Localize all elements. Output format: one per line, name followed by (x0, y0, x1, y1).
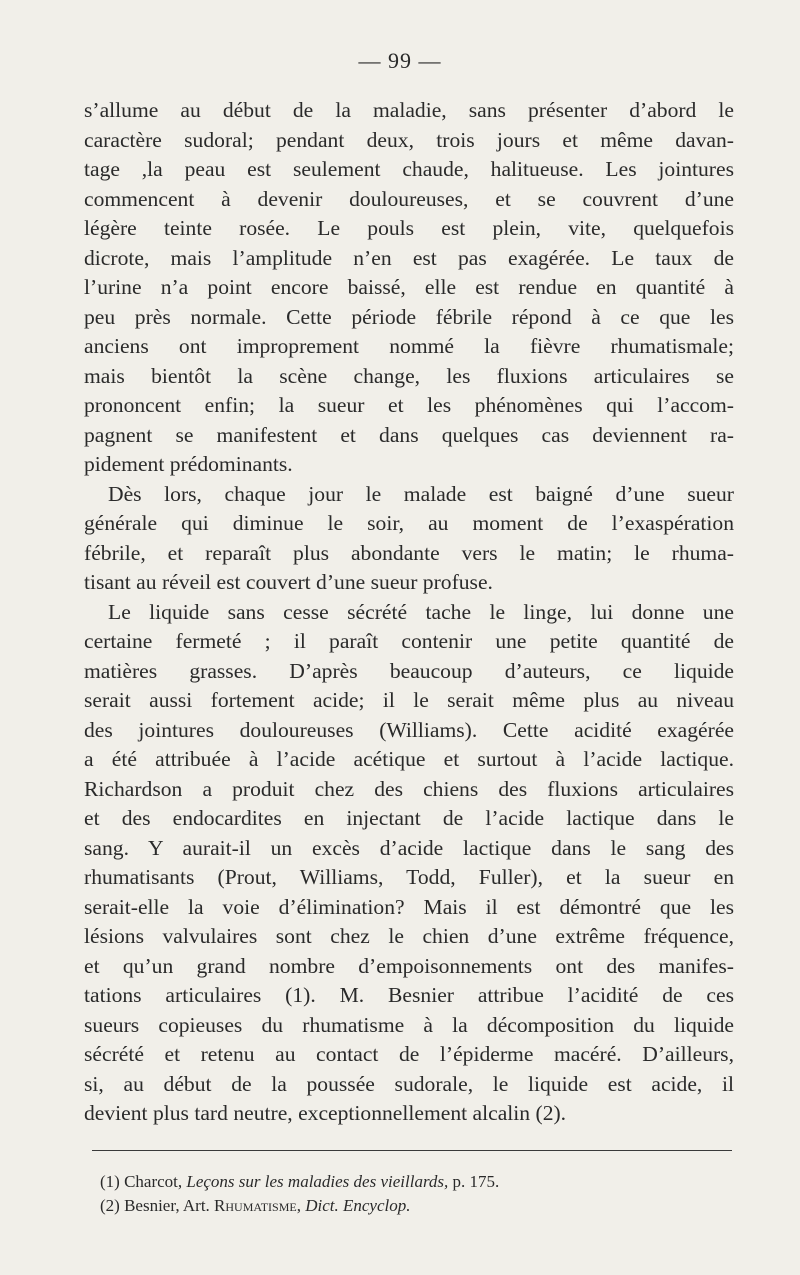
footnote-1-title: Leçons sur les maladies des vieillards, (186, 1172, 449, 1191)
text-line: l’urine n’a point encore baissé, elle est rendue en quantité à (84, 275, 734, 299)
footnote-2-source: Dict. Encyclop. (300, 1196, 411, 1215)
footnote-2 (100, 1194, 740, 1218)
text-line: lésions valvulaires sont chez le chien d’une extrême fréquence, (84, 924, 734, 948)
text-line: légère teinte rosée. Le pouls est plein, vite, quelquefois (84, 216, 734, 240)
text-line: tage ,la peau est seulement chaude, halitueuse. Les jointures (84, 157, 734, 181)
text-line: mais bientôt la scène change, les fluxions articulaires se (84, 363, 734, 388)
text-line: si, au début de la poussée sudorale, le liquide est acide, il (84, 1071, 734, 1096)
text-line: générale qui diminue le soir, au moment de l’exaspération (84, 511, 734, 535)
footnote-1 (100, 1170, 740, 1194)
text-line: pidement prédominants. (84, 452, 293, 476)
footnote-2-prefix: (2) Besnier, Art. (100, 1196, 215, 1215)
text-line: et qu’un grand nombre d’empoisonnements ont des manifes- (84, 953, 734, 978)
text-line: Richardson a produit chez des chiens des fluxions articulaires (84, 776, 734, 801)
text-line: rhumatisants (Prout, Williams, Todd, Fuller), et la sueur en (84, 865, 734, 889)
footnote-2-entry: Rhumatisme, (214, 1196, 301, 1215)
text-line: commencent à devenir douloureuses, et se couvrent d’une (84, 186, 734, 211)
text-line: certaine fermeté ; il paraît contenir une petite quantité de (84, 629, 734, 653)
text-line: prononcent enfin; la sueur et les phénomènes qui l’accom- (84, 393, 734, 417)
text-line: serait-elle la voie d’élimination? Mais il est démontré que les (84, 894, 734, 919)
text-line: serait aussi fortement acide; il le serait même plus au niveau (84, 688, 734, 712)
text-line: matières grasses. D’après beaucoup d’auteurs, ce liquide (84, 658, 734, 683)
text-line: pagnent se manifestent et dans quelques cas deviennent ra- (84, 422, 734, 447)
body-text (84, 96, 734, 1129)
page-number: — 99 — (358, 48, 442, 73)
text-line: devient plus tard neutre, exceptionnellement alcalin (2). (84, 1101, 567, 1125)
text-line: fébrile, et reparaît plus abondante vers le matin; le rhuma- (84, 540, 734, 565)
text-line: des jointures douloureuses (Williams). Cette acidité exagérée (84, 717, 734, 742)
text-line: tisant au réveil est couvert d’une sueur profuse. (84, 570, 493, 594)
footnote-divider (92, 1150, 732, 1151)
text-line: peu près normale. Cette période fébrile répond à ce que les (84, 304, 734, 329)
text-line: s’allume au début de la maladie, sans présenter d’abord le (84, 98, 734, 122)
text-line: et des endocardites en injectant de l’acide lactique dans le (84, 806, 734, 830)
text-line: dicrote, mais l’amplitude n’en est pas exagérée. Le taux de (84, 245, 734, 270)
footnote-1-prefix: (1) Charcot, (100, 1172, 187, 1191)
text-line: sécrété et retenu au contact de l’épiderme macéré. D’ailleurs, (84, 1042, 734, 1066)
text-line: a été attribuée à l’acide acétique et surtout à l’acide lactique. (84, 747, 734, 771)
text-line: Dès lors, chaque jour le malade est baigné d’une sueur (108, 481, 734, 506)
text-line: tations articulaires (1). M. Besnier attribue l’acidité de ces (84, 983, 734, 1007)
text-line: Le liquide sans cesse sécrété tache le linge, lui donne une (108, 599, 734, 624)
footnote-1-suffix: p. 175. (448, 1172, 500, 1191)
footnotes (100, 1170, 740, 1218)
text-line: sang. Y aurait-il un excès d’acide lactique dans le sang des (84, 835, 734, 860)
text-line: anciens ont improprement nommé la fièvre rhumatismale; (84, 334, 734, 358)
text-line: sueurs copieuses du rhumatisme à la décomposition du liquide (84, 1012, 734, 1037)
text-line: caractère sudoral; pendant deux, trois jours et même davan- (84, 127, 734, 152)
